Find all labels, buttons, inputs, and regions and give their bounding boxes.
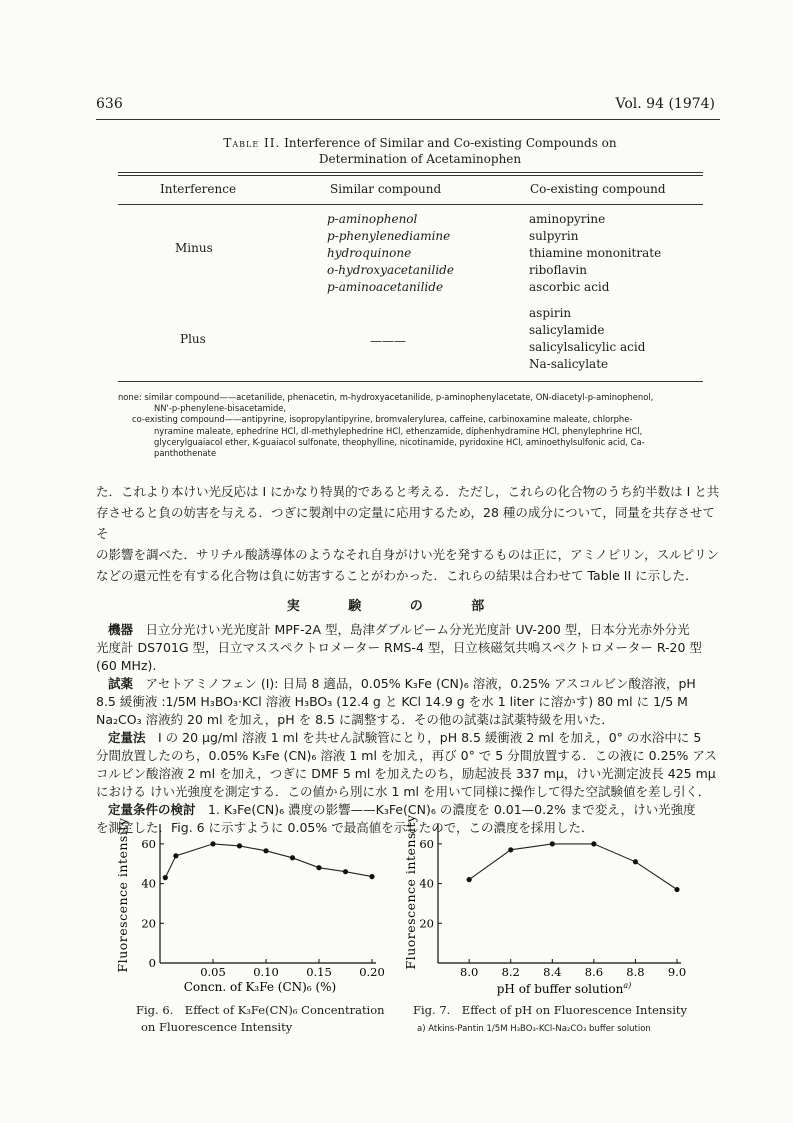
page-number: 636 xyxy=(96,96,123,112)
conditions-label: 定量条件の検討 xyxy=(108,802,196,817)
header-coexisting: Co-existing compound xyxy=(530,182,666,196)
list-item: salicylsalicylic acid xyxy=(529,340,646,354)
data-point xyxy=(343,869,348,874)
header-similar: Similar compound xyxy=(330,182,442,196)
data-point xyxy=(290,855,295,860)
instruments-label: 機器 xyxy=(108,622,134,637)
reagents-label: 試薬 xyxy=(108,676,134,691)
list-item: sulpyrin xyxy=(529,229,579,243)
fig7-xlabel-sup: a) xyxy=(623,981,632,990)
method-paragraph xyxy=(96,729,726,801)
data-point xyxy=(163,875,168,880)
footnote-line: panthothenate xyxy=(154,448,217,459)
text-line: 日立分光けい光光度計 MPF-2A 型，島津ダブルビーム分光光度計 UV-200 型，日本分光赤外分光 xyxy=(133,622,690,637)
list-item: salicylamide xyxy=(529,323,605,337)
y-tick-label: 40 xyxy=(141,876,156,891)
text-line: の影響を調べた．サリチル酸誘導体のようなそれ自身がけい光を発するものは正に，アミノピリン，スルピリン xyxy=(96,547,720,562)
data-point xyxy=(591,841,596,846)
data-point xyxy=(467,877,472,882)
table-label: Table II. xyxy=(223,136,281,150)
data-point xyxy=(508,847,513,852)
text-line: た．これより本けい光反応は I にかなり特異的であると考える．ただし，これらの化合物のうち約半数は I と共 xyxy=(96,484,720,499)
footnote-line: NN'-p-phenylene-bisacetamide, xyxy=(154,403,287,414)
instruments-paragraph xyxy=(96,621,726,675)
fig7-xlabel-group xyxy=(497,981,631,996)
x-tick-label: 8.4 xyxy=(543,965,562,979)
x-tick-label: 8.0 xyxy=(460,965,479,979)
minus-similar-list xyxy=(327,211,454,296)
text-line: 8.5 緩衝液 :1/5M H₃BO₃·KCl 溶液 H₃BO₃ (12.4 g と KCl 14.9 g を水 1 liter に溶かす) 80 ml に 1/5 M xyxy=(96,694,688,709)
fig7-ylabel: Fluorescence intensity xyxy=(403,814,418,970)
footnote-line: glycerylguaiacol ether, K-guaiacol sulfonate, theophylline, nicotinamide, pyridoxine HCl, aminoethylsulfonic acid, Ca- xyxy=(154,436,645,447)
table-title-line1: Interference of Similar and Co-existing Compounds on xyxy=(284,136,617,150)
fig7-chart xyxy=(402,800,702,1000)
list-item: hydroquinone xyxy=(327,246,412,260)
table-top-rule xyxy=(118,172,703,173)
text-line: I の 20 μg/ml 溶液 1 ml を共せん試験管にとり，pH 8.5 緩衝液 2 ml を加え，0° の水浴中に 5 xyxy=(145,730,702,745)
text-line: 分間放置したのち，0.05% K₃Fe (CN)₆ 溶液 1 ml を加え，再び 0° で 5 分間放置する．この液に 0.25% アス xyxy=(96,748,717,763)
header-rule xyxy=(96,119,720,120)
list-item: Na-salicylate xyxy=(529,357,609,371)
data-point xyxy=(550,841,555,846)
list-item: ascorbic acid xyxy=(529,280,610,294)
y-tick-label: 40 xyxy=(419,876,434,891)
y-tick-label: 20 xyxy=(141,916,156,931)
list-item: riboflavin xyxy=(529,263,587,277)
header-interference: Interference xyxy=(160,182,237,196)
fig6-caption xyxy=(136,1002,385,1036)
footnote-line: nyramine maleate, ephedrine HCl, dl-methylephedrine HCl, ethenzamide, diphenhydramine HCl, phenylephrine HCl, xyxy=(154,425,643,436)
series-line xyxy=(469,844,677,890)
list-item: o-hydroxyacetanilide xyxy=(327,263,454,277)
minus-coexisting-list xyxy=(529,211,661,296)
method-label: 定量法 xyxy=(108,730,146,745)
data-point xyxy=(633,859,638,864)
data-point xyxy=(369,874,374,879)
table-caption xyxy=(150,135,690,167)
table-footnote xyxy=(118,392,718,459)
text-line: を測定した．Fig. 6 に示すように 0.05% で最高値を示したので，この濃度を採用した． xyxy=(96,820,594,835)
row-label-minus: Minus xyxy=(175,241,213,255)
text-line: アセトアミノフェン (I): 日局 8 適品，0.05% K₃Fe (CN)₆ 溶液，0.25% アスコルビン酸溶液，pH xyxy=(133,676,696,691)
text-line: 存させると負の妨害を与える．つぎに製剤中の定量に応用するため，28 種の成分について，同量を共存させてそ xyxy=(96,505,715,541)
x-tick-label: 8.2 xyxy=(501,965,520,979)
series-line xyxy=(165,844,372,878)
text-line: Na₂CO₃ 溶液約 20 ml を加え，pH を 8.5 に調整する．その他の試薬は試薬特級を用いた． xyxy=(96,712,614,727)
x-tick-label: 0.05 xyxy=(200,965,226,979)
fig7-xlabel: pH of buffer solution xyxy=(496,982,624,996)
list-item: aminopyrine xyxy=(529,212,606,226)
text-line: (60 MHz). xyxy=(96,658,157,673)
list-item: aspirin xyxy=(529,306,572,320)
x-tick-label: 8.6 xyxy=(584,965,604,979)
table-top-rule-2 xyxy=(118,175,703,176)
fig7-caption xyxy=(413,1002,687,1038)
fig6-caption-line2: on Fluorescence Intensity xyxy=(141,1020,293,1034)
x-tick-label: 0.10 xyxy=(253,965,279,979)
y-tick-label: 60 xyxy=(419,836,434,851)
data-point xyxy=(674,887,679,892)
x-tick-label: 8.8 xyxy=(626,965,645,979)
fig6-chart xyxy=(110,800,395,995)
text-line: などの還元性を有する化合物は負に妨害することがわかった．これらの結果は合わせて Table II に示した． xyxy=(96,568,698,583)
volume-info: Vol. 94 (1974) xyxy=(615,96,715,112)
text-line: コルビン酸溶液 2 ml を加え，つぎに DMF 5 ml を加えたのち，励起波長 337 mμ，けい光測定波長 425 mμ xyxy=(96,766,716,781)
reagents-paragraph xyxy=(96,675,726,729)
data-point xyxy=(237,843,242,848)
y-tick-label: 60 xyxy=(141,836,156,851)
row-label-plus: Plus xyxy=(180,332,206,346)
text-line: 光度計 DS701G 型，日立マススペクトロメーター RMS-4 型，日立核磁気共鳴スペクトロメーター R-20 型 xyxy=(96,640,702,655)
fig7-footnote: a) Atkins-Pantin 1/5M H₃BO₃-KCl-Na₂CO₃ buffer solution xyxy=(417,1024,651,1034)
table-header-rule xyxy=(118,204,703,205)
list-item: p-aminophenol xyxy=(327,212,418,226)
list-item: thiamine mononitrate xyxy=(529,246,662,260)
x-tick-label: 0.15 xyxy=(306,965,332,979)
plus-coexisting-list xyxy=(529,305,645,373)
text-line: 1. K₃Fe(CN)₆ 濃度の影響——K₃Fe(CN)₆ の濃度を 0.01—0.2% まで変え，けい光強度 xyxy=(195,802,696,817)
footnote-line: none: similar compound——acetanilide, phenacetin, m-hydroxyacetanilide, p-aminophenylacetate, ON-diacetyl-p-aminophenol, xyxy=(118,392,654,402)
footnote-line: co-existing compound——antipyrine, isopropylantipyrine, bromvalerylurea, caffeine, carbinoxamine maleate, chlorphe- xyxy=(132,414,633,425)
y-tick-label: 0 xyxy=(148,956,156,970)
list-item: p-aminoacetanilide xyxy=(327,280,444,294)
x-tick-label: 0.20 xyxy=(359,965,385,979)
body-paragraph xyxy=(96,481,726,586)
fig6-caption-line1: Fig. 6. Effect of K₃Fe(CN)₆ Concentration xyxy=(136,1003,385,1017)
fig6-xlabel: Concn. of K₃Fe (CN)₆ (%) xyxy=(183,980,337,994)
data-point xyxy=(316,865,321,870)
table-title-line2: Determination of Acetaminophen xyxy=(318,152,522,166)
table-bottom-rule xyxy=(118,381,703,382)
x-tick-label: 9.0 xyxy=(667,965,687,979)
data-point xyxy=(210,841,215,846)
text-line: における けい光強度を測定する．この値から別に水 1 ml を用いて同様に操作して得た空試験値を差し引く． xyxy=(96,784,711,799)
y-tick-label: 20 xyxy=(419,916,434,931)
section-heading: 実 験 の 部 xyxy=(286,599,507,614)
list-item: p-phenylenediamine xyxy=(327,229,451,243)
data-point xyxy=(263,848,268,853)
fig6-ylabel: Fluorescence intensity xyxy=(115,817,130,973)
fig7-caption-line1: Fig. 7. Effect of pH on Fluorescence Intensity xyxy=(413,1003,687,1017)
data-point xyxy=(173,853,178,858)
plus-similar-dash: ——— xyxy=(370,334,406,348)
